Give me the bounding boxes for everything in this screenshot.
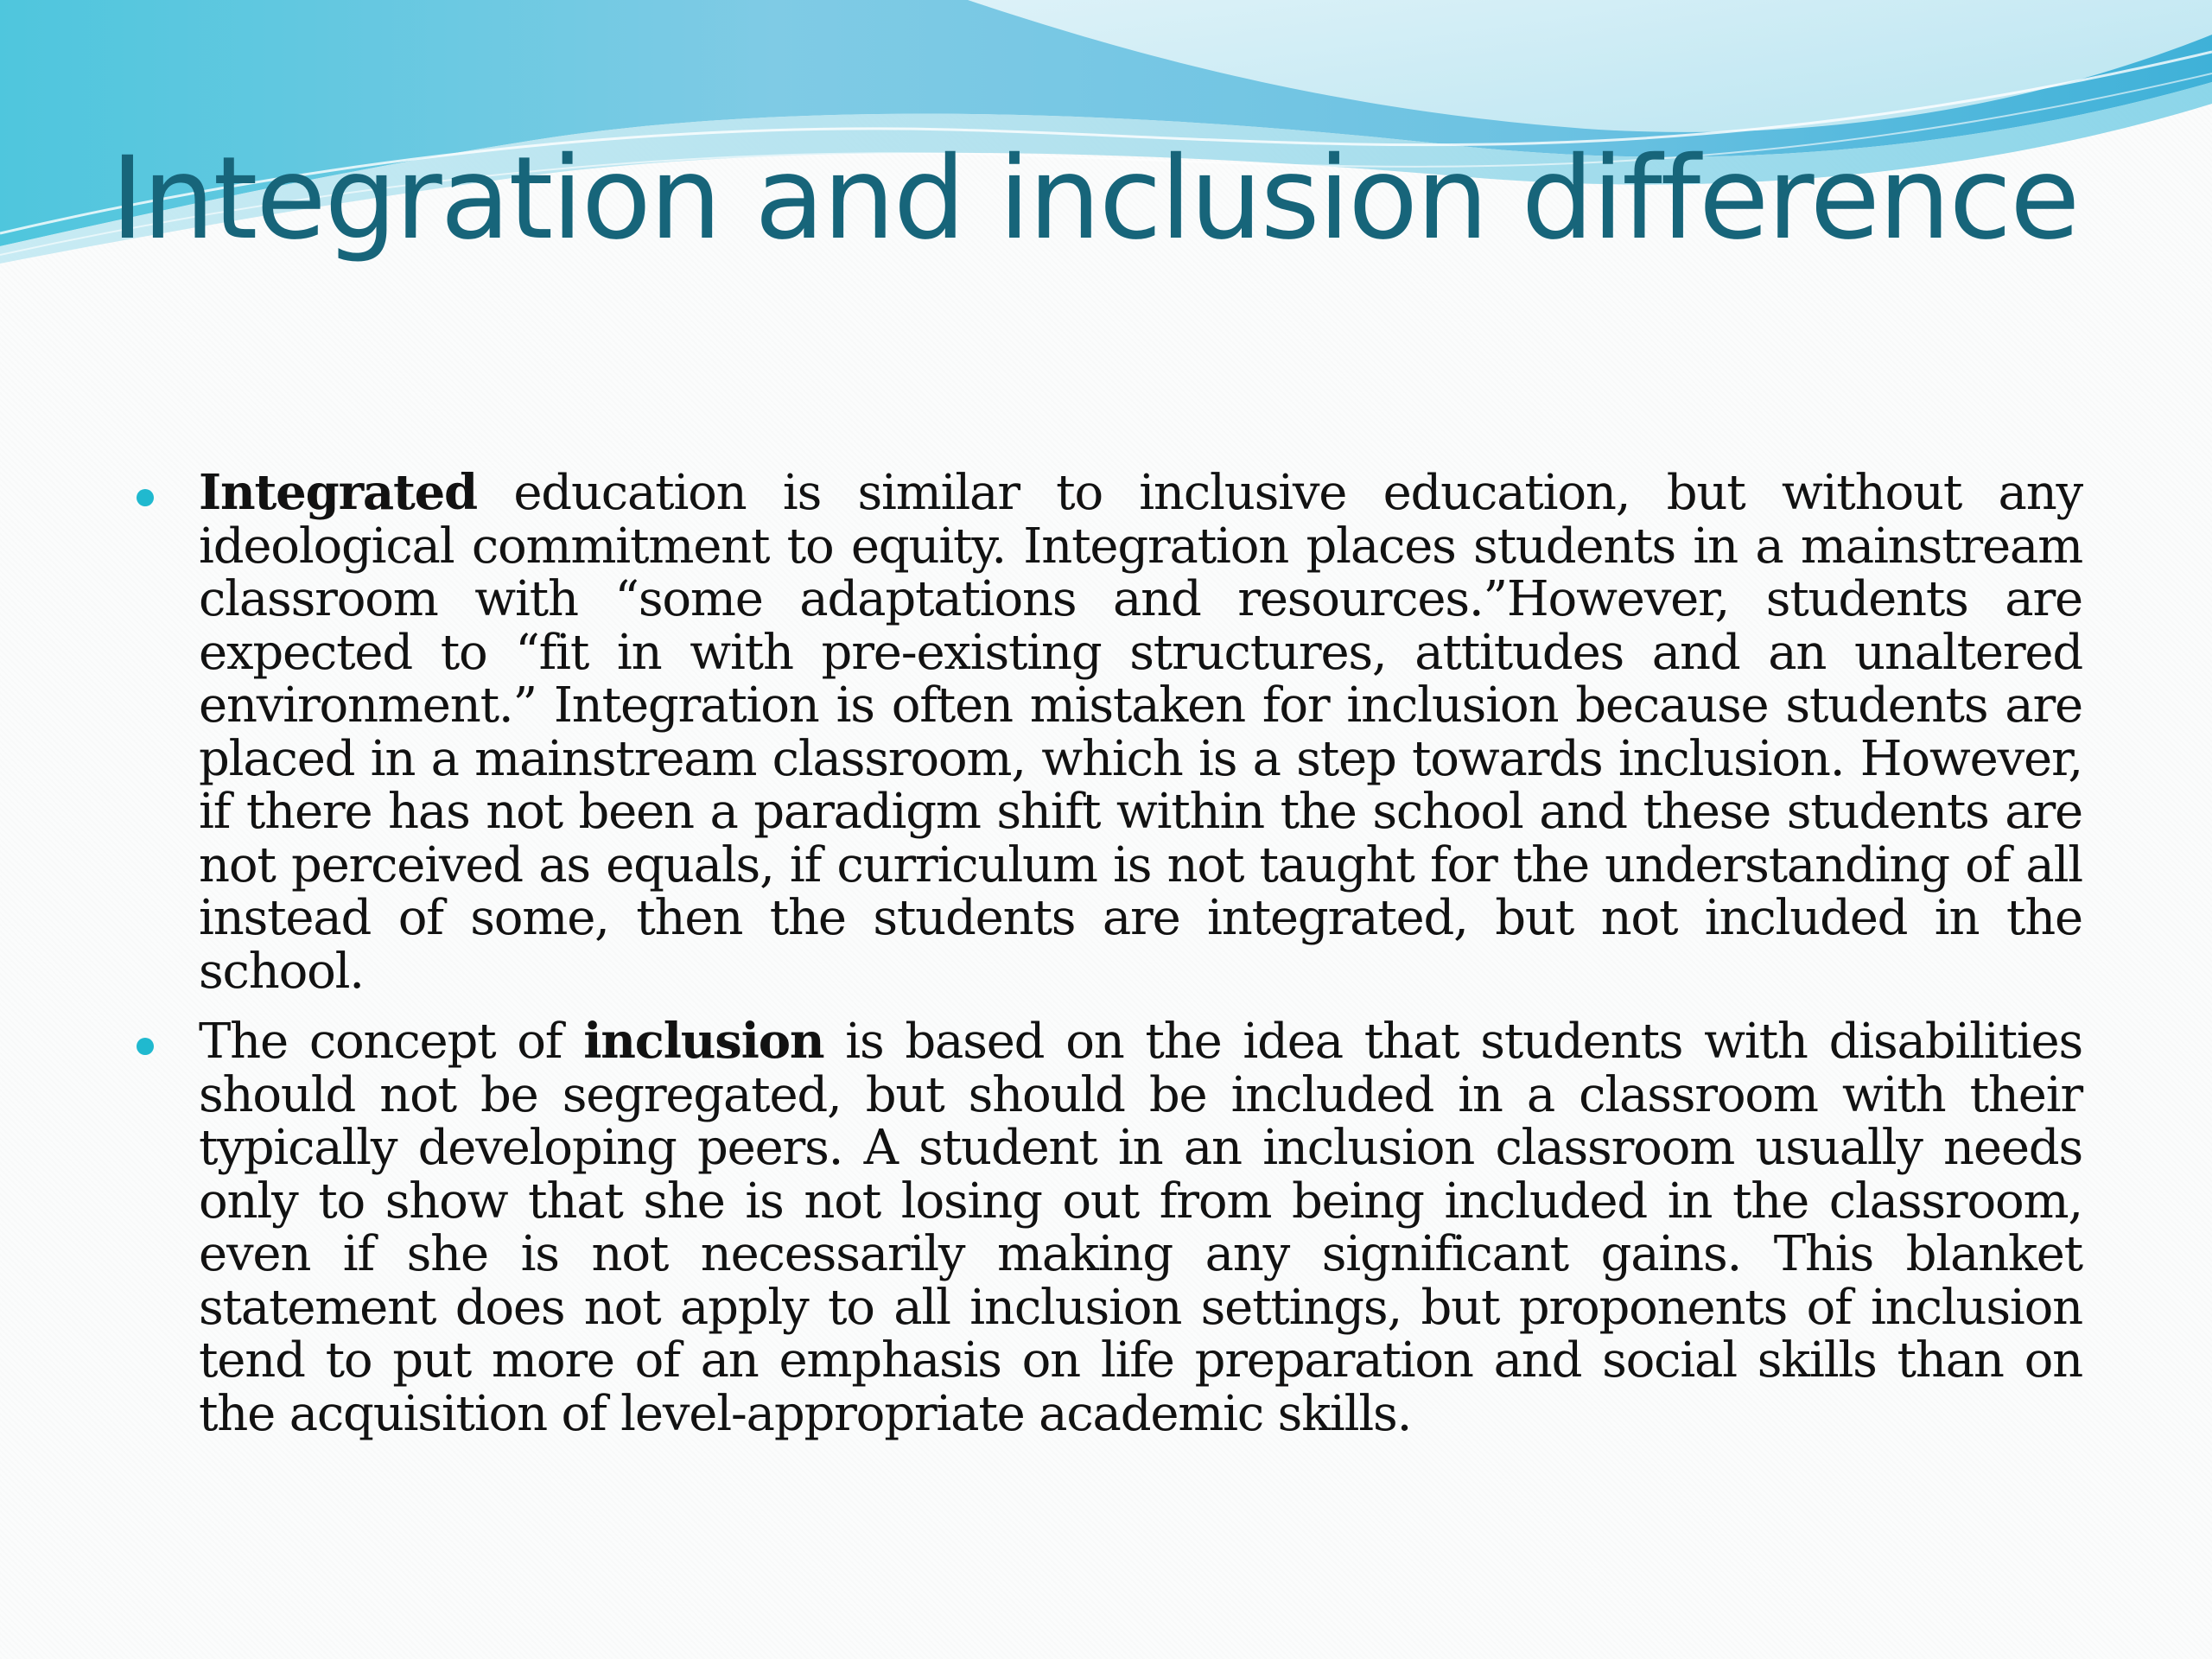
bullet-bold-term: inclusion <box>583 1013 824 1070</box>
bullet-list <box>130 464 2083 1458</box>
slide-title: Integration and inclusion difference <box>111 132 2079 265</box>
bullet-lead: The concept of <box>199 1014 584 1070</box>
bullet-bold-term: Integrated <box>199 464 478 521</box>
bullet-text <box>199 1014 2082 1442</box>
bullet-item-integration <box>130 464 2082 1000</box>
bullet-text <box>199 465 2082 1000</box>
bullet-body: education is similar to inclusive education, but without any ideological commitment to equity. Integration places students in a mainstream classroom with “some adaptations and resources.”However, students are expected to “fit in with pre-existing structures, attitudes and an unaltered environment.” Integration is often mistaken for inclusion because students are placed in a mainstream classroom, which is a step towards inclusion. However, if there has not been a paradigm shift within the school and these students are not perceived as equals, if curriculum is not taught for the understanding of all instead of some, then the students are integrated, but not included in the school. <box>199 465 2082 1000</box>
bullet-item-inclusion <box>130 1015 2082 1440</box>
bullet-dot-icon <box>137 489 154 506</box>
bullet-body: is based on the idea that students with disabilities should not be segregated, but should be included in a classroom with their typically developing peers. A student in an inclusion classroom usually needs only to show that she is not losing out from being included in the classroom, even if she is not necessarily making any significant gains. This blanket statement does not apply to all inclusion settings, but proponents of inclusion tend to put more of an emphasis on life preparation and social skills than on the acquisition of level-appropriate academic skills. <box>199 1014 2083 1442</box>
bullet-dot-icon <box>137 1038 154 1055</box>
